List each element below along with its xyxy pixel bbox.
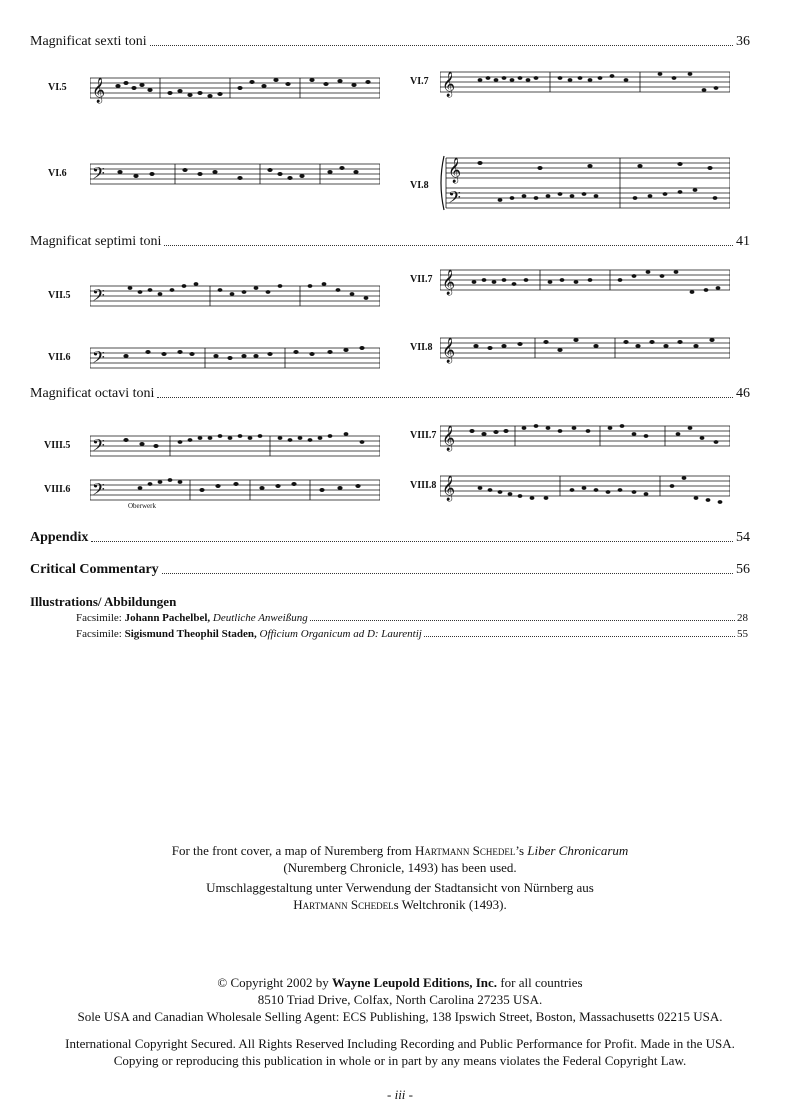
toc-title: Magnificat octavi toni — [30, 386, 155, 401]
illustration-entry[interactable] — [76, 628, 748, 640]
toc-page: 41 — [736, 234, 750, 249]
page-number: - iii - — [387, 1087, 413, 1102]
toc-title: Magnificat sexti toni — [30, 34, 147, 49]
toc-page: 56 — [736, 562, 750, 577]
cover-note-line: For the front cover, a map of Nuremberg from Hartmann Schedel’s Liber Chronicarum — [171, 843, 629, 858]
toc-leader — [164, 245, 733, 246]
illustration-author: Sigismund Theophil Staden, — [124, 628, 257, 640]
toc-leader — [91, 541, 733, 542]
toc-title: Magnificat septimi toni — [30, 234, 162, 249]
music-incipit-staff — [90, 338, 380, 376]
illustration-author: Johann Pachelbel, — [124, 612, 211, 624]
incipit-label: VI.6 — [48, 168, 67, 179]
illustration-prefix: Facsimile: — [76, 628, 125, 640]
copyright-line: Copying or reproducing this publication in whole or in part by any means violates the Federal Copyright Law. — [113, 1053, 687, 1068]
illustration-entry[interactable] — [76, 612, 748, 624]
music-incipit-staff — [90, 70, 380, 106]
svg-text:𝄢: 𝄢 — [92, 481, 105, 503]
music-incipit-staff — [440, 64, 730, 100]
cover-note-line: Hartmann Schedels Weltchronik (1493). — [293, 897, 507, 912]
svg-text:𝄢: 𝄢 — [92, 165, 105, 187]
registration-label: Oberwerk — [128, 502, 156, 510]
music-incipit-staff — [90, 276, 380, 314]
toc-entry-appendix[interactable] — [30, 526, 750, 546]
toc-entry-septimi[interactable] — [30, 230, 750, 250]
svg-text:𝄞: 𝄞 — [448, 157, 462, 182]
music-incipit-staff — [440, 464, 730, 508]
svg-text:𝄞: 𝄞 — [442, 337, 456, 362]
music-incipit-staff — [90, 156, 380, 192]
illustration-work: Officium Organicum ad D: Laurentij — [256, 628, 422, 640]
svg-text:𝄞: 𝄞 — [442, 475, 456, 500]
toc-title: Appendix — [30, 530, 89, 545]
toc-page: 54 — [736, 530, 750, 545]
svg-text:𝄢: 𝄢 — [92, 437, 105, 459]
copyright-line: Sole USA and Canadian Wholesale Selling Agent: ECS Publishing, 138 Ipswich Street, Boston, Massachusetts 02215 USA. — [77, 1009, 723, 1024]
toc-page: 36 — [736, 34, 750, 49]
incipit-label: VI.5 — [48, 82, 67, 93]
illustration-work: Deutliche Anweißung — [210, 612, 308, 624]
toc-title: Critical Commentary — [30, 562, 159, 577]
toc-page: 28 — [737, 612, 748, 624]
music-incipit-staff — [440, 414, 730, 454]
incipit-label: VII.5 — [48, 290, 71, 301]
toc-entry-sexti[interactable] — [30, 30, 750, 50]
incipit-label: VIII.7 — [410, 430, 437, 441]
illustrations-heading: Illustrations/ Abbildungen — [30, 594, 177, 609]
cover-note-line: Umschlaggestaltung unter Verwendung der Stadtansicht von Nürnberg aus — [206, 880, 594, 895]
svg-text:𝄞: 𝄞 — [442, 71, 456, 96]
music-incipit-grand-staff — [440, 150, 730, 216]
copyright-line: © Copyright 2002 by Wayne Leupold Editions, Inc. for all countries — [217, 975, 583, 990]
illustration-prefix: Facsimile: — [76, 612, 125, 624]
incipit-label: VIII.8 — [410, 480, 437, 491]
toc-entry-octavi[interactable] — [30, 382, 750, 402]
cover-note-line: (Nuremberg Chronicle, 1493) has been used. — [283, 860, 517, 875]
incipit-label: VI.8 — [410, 180, 429, 191]
incipit-label: VIII.5 — [44, 440, 71, 451]
music-incipit-staff — [440, 260, 730, 300]
incipit-label: VII.7 — [410, 274, 433, 285]
incipit-label: VII.6 — [48, 352, 71, 363]
toc-leader — [162, 573, 733, 574]
copyright-line: 8510 Triad Drive, Colfax, North Carolina 27235 USA. — [257, 992, 543, 1007]
incipit-label: VII.8 — [410, 342, 433, 353]
copyright-block — [0, 974, 800, 1069]
toc-leader — [150, 45, 733, 46]
toc-leader — [157, 397, 733, 398]
svg-text:𝄢: 𝄢 — [92, 287, 105, 309]
svg-text:𝄢: 𝄢 — [448, 189, 461, 211]
copyright-line: International Copyright Secured. All Rights Reserved Including Recording and Public Performance for Profit. Made in the USA. — [65, 1036, 735, 1051]
incipit-label: VI.7 — [410, 76, 429, 87]
toc-page: 46 — [736, 386, 750, 401]
toc-page: 55 — [737, 628, 748, 640]
incipit-label: VIII.6 — [44, 484, 71, 495]
music-incipit-staff — [440, 328, 730, 368]
svg-text:𝄞: 𝄞 — [442, 425, 456, 450]
svg-text:𝄞: 𝄞 — [92, 77, 106, 102]
toc-entry-critical-commentary[interactable] — [30, 558, 750, 578]
toc-leader — [424, 636, 735, 637]
music-incipit-staff — [90, 424, 380, 464]
svg-text:𝄞: 𝄞 — [442, 269, 456, 294]
cover-note — [0, 842, 800, 913]
svg-text:𝄢: 𝄢 — [92, 349, 105, 371]
toc-leader — [310, 620, 735, 621]
